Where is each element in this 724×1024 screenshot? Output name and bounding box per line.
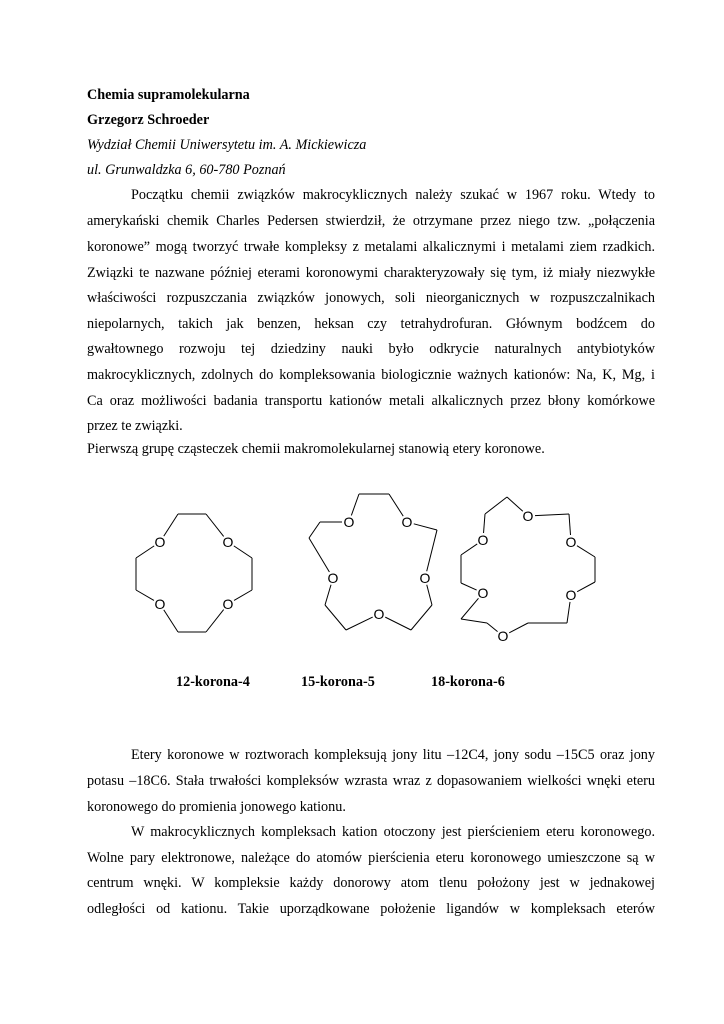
- author-name: Grzegorz Schroeder: [87, 112, 210, 128]
- affiliation: Wydział Chemii Uniwersytetu im. A. Mickiewicza: [87, 137, 367, 153]
- label-18-crown-6: 18-korona-6: [431, 674, 505, 690]
- oxygen-atom-label: O: [343, 514, 355, 530]
- bond-line: [427, 585, 432, 605]
- oxygen-atom-label: O: [419, 570, 431, 586]
- paragraph1-line: przez te związki.: [87, 418, 183, 434]
- paragraph1-line: Związki te nazwane później eterami koronowymi charakteryzowały się tym, iż miały niezwykłe: [87, 265, 655, 281]
- bond-line: [309, 538, 329, 572]
- bond-line: [507, 497, 523, 511]
- crown-12-4-structure: [136, 514, 252, 632]
- oxygen-atom-label: O: [154, 596, 166, 612]
- bond-line: [577, 546, 595, 557]
- paragraph1-line: Początku chemii związków makrocyklicznych należy szukać w 1967 roku. Wtedy to: [131, 187, 655, 203]
- crown-18-6-structure: [461, 497, 595, 644]
- bond-line: [389, 494, 403, 516]
- bond-line: [485, 497, 507, 514]
- label-15-crown-5: 15-korona-5: [301, 674, 375, 690]
- paragraph1-line: niepolarnych, takich jak benzen, heksan czy tetrahydrofuran. Głównym bodźcem do: [87, 316, 655, 332]
- crown-15-5-structure: [309, 494, 437, 630]
- bond-line: [234, 590, 252, 600]
- paragraph1-line: gwałtownego rozwoju tej dziedziny nauki było odkrycie naturalnych antybiotyków: [87, 341, 655, 357]
- bond-line: [206, 514, 224, 536]
- bond-line: [136, 590, 154, 600]
- paragraph2: Pierwszą grupę cząsteczek chemii makromolekularnej stanowią etery koronowe.: [87, 441, 545, 457]
- bond-line: [206, 610, 224, 632]
- bond-line: [461, 583, 477, 590]
- oxygen-atom-label: O: [222, 534, 234, 550]
- paragraph3-line: potasu –18C6. Stała trwałości kompleksów wzrasta wraz z dopasowaniem wielkości wnęki eteru: [87, 773, 655, 789]
- bond-line: [136, 546, 154, 558]
- bond-line: [351, 494, 359, 515]
- paragraph4-line: Wolne pary elektronowe, należące do atomów pierścienia eteru koronowego umieszczone są w: [87, 850, 655, 866]
- bond-line: [569, 514, 571, 535]
- bond-line: [487, 623, 498, 632]
- bond-line: [509, 623, 528, 633]
- bond-line: [535, 514, 569, 516]
- bond-line: [461, 619, 487, 623]
- document-title: Chemia supramolekularna: [87, 87, 250, 103]
- paragraph3-line: koronowego do promienia jonowego kationu.: [87, 799, 346, 815]
- paragraph4-line: W makrocyklicznych kompleksach kation otoczony jest pierścieniem eteru koronowego.: [131, 824, 655, 840]
- oxygen-atom-label: O: [497, 628, 509, 644]
- oxygen-atom-label: O: [373, 606, 385, 622]
- oxygen-atom-label: O: [522, 508, 534, 524]
- bond-line: [411, 605, 432, 630]
- paragraph1-line: właściwości rozpuszczania związków jonowych, soli nieorganicznych w rozpuszczalnikach: [87, 290, 655, 306]
- bond-line: [414, 524, 437, 530]
- paragraph1-line: amerykański chemik Charles Pedersen stwierdził, że otrzymane przez niego tzw. „połączenia: [87, 213, 655, 229]
- bond-line: [346, 617, 373, 630]
- label-12-crown-4: 12-korona-4: [176, 674, 250, 690]
- bond-line: [461, 598, 478, 619]
- paragraph1-line: koronowe” mogą tworzyć trwałe kompleksy z metalami alkalicznymi i metalami ziem rzadkich.: [87, 239, 655, 255]
- bond-line: [385, 617, 411, 630]
- bond-line: [234, 546, 252, 558]
- oxygen-atom-label: O: [222, 596, 234, 612]
- oxygen-atom-label: O: [565, 587, 577, 603]
- paragraph4-line: odległości od kationu. Takie uporządkowane położenie ligandów w kompleksach eterów: [87, 901, 655, 917]
- bond-line: [567, 602, 570, 623]
- bond-line: [484, 514, 485, 533]
- bond-line: [461, 544, 477, 555]
- bond-line: [164, 610, 178, 632]
- oxygen-atom-label: O: [477, 585, 489, 601]
- paragraph4-line: centrum wnęki. W kompleksie każdy donorowy atom tlenu położony jest w jednakowej: [87, 875, 655, 891]
- oxygen-atom-label: O: [477, 532, 489, 548]
- oxygen-atom-label: O: [327, 570, 339, 586]
- bond-line: [427, 530, 437, 571]
- bond-line: [309, 522, 320, 538]
- oxygen-atom-label: O: [565, 534, 577, 550]
- paragraph1-line: makrocyklicznych, zdolnych do kompleksowania biologicznie ważnych kationów: Na, K, Mg, i: [87, 367, 655, 383]
- address: ul. Grunwaldzka 6, 60-780 Poznań: [87, 162, 286, 178]
- bond-line: [325, 605, 346, 630]
- bond-line: [577, 582, 595, 592]
- paragraph3-line: Etery koronowe w roztworach kompleksują jony litu –12C4, jony sodu –15C5 oraz jony: [131, 747, 655, 763]
- oxygen-atom-label: O: [154, 534, 166, 550]
- oxygen-atom-label: O: [401, 514, 413, 530]
- paragraph1-line: Ca oraz możliwości badania transportu kationów metali alkalicznych przez błony komórkowe: [87, 393, 655, 409]
- bond-line: [325, 585, 331, 605]
- bond-line: [164, 514, 178, 536]
